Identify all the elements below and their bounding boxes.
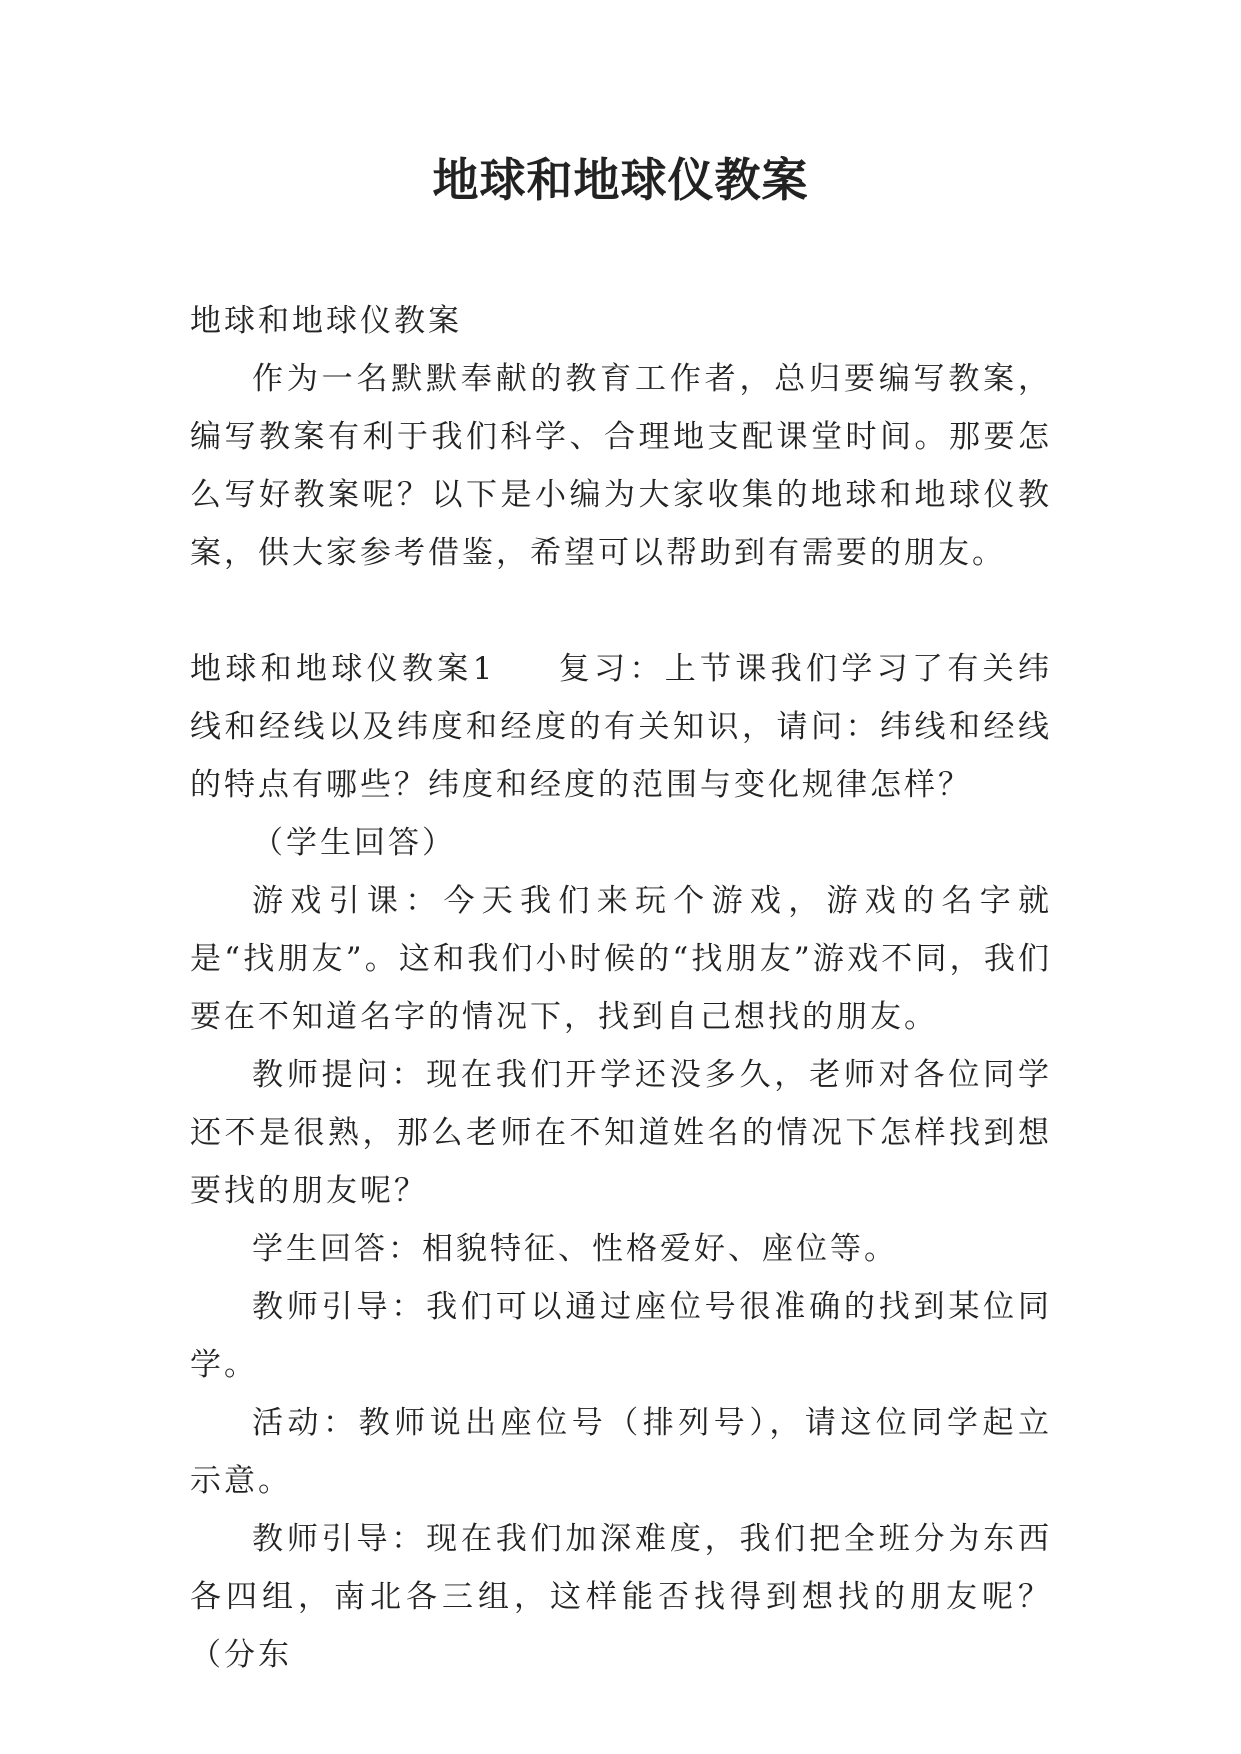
teacher-guide-paragraph-2: 教师引导：现在我们加深难度，我们把全班分为东西各四组，南北各三组，这样能否找得到想找的朋友呢？（分东 (190, 1521, 1052, 1673)
section-1-paragraph (190, 640, 1052, 814)
student-answer-paragraph: （学生回答） (252, 825, 456, 861)
game-intro-paragraph: 游戏引课：今天我们来玩个游戏，游戏的名字就是“找朋友”。这和我们小时候的“找朋友”游戏不同，我们要在不知道名字的情况下，找到自己想找的朋友。 (190, 883, 1052, 1035)
teacher-question-paragraph: 教师提问：现在我们开学还没多久，老师对各位同学还不是很熟，那么老师在不知道姓名的情况下怎样找到想要找的朋友呢？ (190, 1057, 1052, 1209)
section-1-review: 复习：上节课我们学习了有关纬线和经线以及纬度和经度的有关知识，请问：纬线和经线的特点有哪些？纬度和经度的范围与变化规律怎样？ (190, 651, 1052, 803)
teacher-guide-paragraph-1: 教师引导：我们可以通过座位号很准确的找到某位同学。 (190, 1289, 1052, 1383)
section-1-heading: 地球和地球仪教案1 (190, 651, 496, 687)
intro-paragraph: 作为一名默默奉献的教育工作者，总归要编写教案，编写教案有利于我们科学、合理地支配课堂时间。那要怎么写好教案呢？以下是小编为大家收集的地球和地球仪教案，供大家参考借鉴，希望可以帮助到有需要的朋友。 (190, 361, 1052, 571)
document-subtitle: 地球和地球仪教案 (190, 303, 462, 339)
document-title: 地球和地球仪教案 (432, 153, 809, 207)
student-reply-paragraph: 学生回答：相貌特征、性格爱好、座位等。 (252, 1231, 898, 1267)
activity-paragraph: 活动：教师说出座位号（排列号），请这位同学起立示意。 (190, 1405, 1052, 1499)
document-body (190, 292, 1052, 1684)
